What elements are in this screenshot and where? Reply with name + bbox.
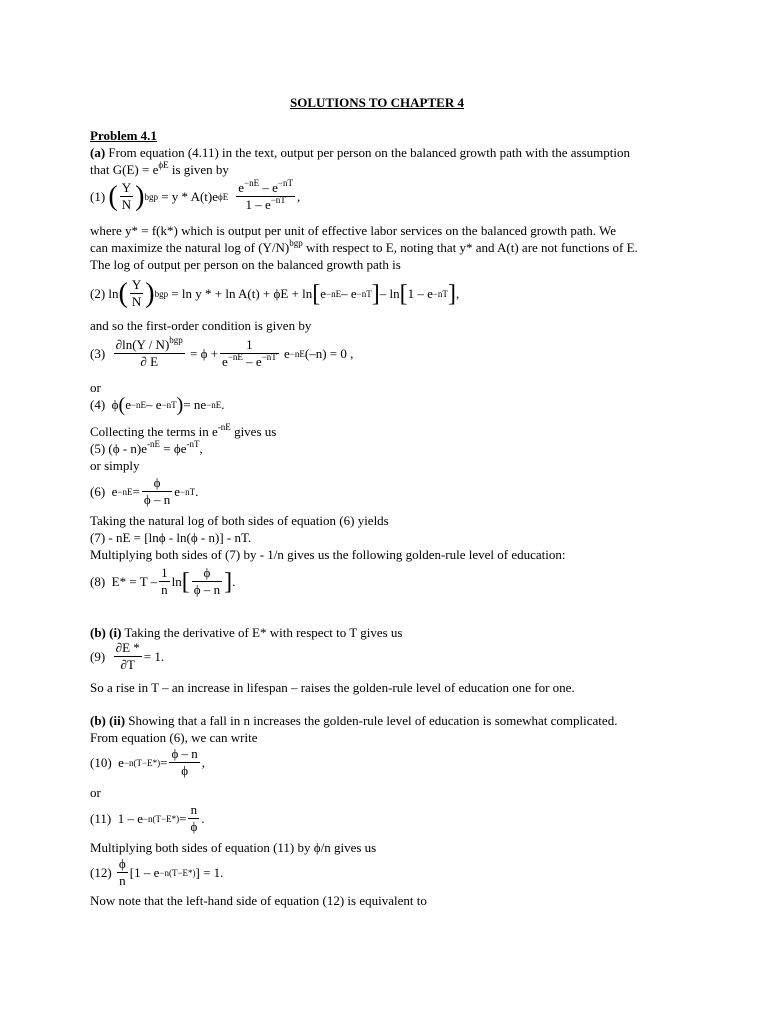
numerator: 1: [220, 337, 279, 354]
numerator: ϕ: [192, 565, 222, 582]
term: ,: [201, 754, 206, 770]
term: ln: [171, 573, 182, 589]
superscript: -nE: [147, 439, 161, 449]
equation-10: (10) e −n(T−E*) = $\frac{\phi - n}{\phi}$ ,: [90, 746, 206, 778]
equation-3: (3) $\frac{\partial\ln(Y / N)^{bgp}}{\partial E}$ = ϕ + $\frac{1}{e^{-nE} - e^{-nT}}$ e −nE (–n) = 0 ,: [90, 335, 354, 369]
term: E* = T –: [111, 573, 158, 589]
equation-text: = y * A(t)e: [161, 188, 219, 204]
paragraph-text: gives us: [230, 424, 277, 439]
paragraph: From equation (6), we can write: [90, 730, 258, 745]
part-label: (b) (i): [90, 625, 122, 640]
superscript: ϕE: [158, 160, 169, 170]
equation-text: ,: [296, 188, 301, 204]
equation-6: (6) e −nE = $\frac{\phi}{\phi - n}$ e −nT .: [90, 475, 199, 507]
equation-8: (8) E* = T – $\frac{1}{n}$ ln [ $\frac{\phi}{\phi - n}$ ] .: [90, 565, 236, 597]
fraction: [188, 802, 199, 835]
term: ∂ln(Y / N): [115, 337, 170, 352]
term: .: [201, 810, 205, 826]
denominator: ϕ: [190, 819, 198, 834]
paragraph-text: Showing that a fall in n increases the golden-rule level of education is somewhat complicated.: [125, 713, 618, 728]
equation-1: (1) ( $\frac{Y}{N}$ ) bgp = y * A(t)e ϕE $\frac{e^{-nE} - e^{-nT}}{1 - e^{-nT}}$ ,: [90, 178, 301, 212]
denominator: ϕ – n: [143, 492, 171, 507]
equation-11: (11) 1 – e −n(T−E*) = $\frac{n}{\phi}$ .: [90, 802, 205, 834]
superscript: bgp: [169, 335, 183, 345]
numerator: 1: [161, 565, 168, 580]
equation-2: (2) ln ( $\frac{Y}{N}$ ) bgp = ln y * + ln A(t) + ϕE + ln [ e −nE – e −nT ] – ln [ 1 – e −nT ] ,: [90, 277, 460, 309]
fraction: [236, 180, 295, 213]
part-label: (a): [90, 145, 106, 160]
equation-text: e: [284, 345, 290, 361]
paragraph: Multiplying both sides of (7) by - 1/n gives us the following golden-rule level of education:: [90, 547, 566, 562]
equation-text: = ϕ +: [190, 345, 219, 361]
paragraph-text: From equation (4.11) in the text, output per person on the balanced growth path with the assumption: [108, 145, 631, 160]
paragraph-text: that G(E) = e: [90, 162, 159, 177]
equation-number: (8): [90, 573, 106, 589]
term: =: [179, 810, 187, 826]
denominator: ϕ – n: [193, 582, 221, 597]
equation-text: ,: [455, 285, 460, 301]
equation-number: (10): [90, 754, 112, 770]
denominator: [236, 197, 295, 213]
paragraph: Taking the natural log of both sides of equation (6) yields: [90, 513, 389, 528]
paragraph: [90, 713, 617, 728]
equation-number: (6): [90, 483, 106, 499]
term: 1 – e: [117, 810, 143, 826]
term: .: [232, 573, 236, 589]
paragraph: Now note that the left-hand side of equation (12) is equivalent to: [90, 893, 427, 908]
paragraph: where y* = f(k*) which is output per unit of effective labor services on the balanced growth path. We: [90, 223, 616, 238]
equation-text: (5) (ϕ - n)e: [90, 441, 148, 456]
paragraph-text: with respect to E, noting that y* and A(t) are not functions of E.: [302, 240, 638, 255]
fraction: [117, 856, 128, 889]
numerator: [236, 180, 295, 197]
denominator: ∂ E: [140, 354, 159, 369]
equation-9: [90, 640, 164, 673]
paragraph: The log of output per person on the balanced growth path is: [90, 257, 401, 272]
term: e: [222, 354, 228, 369]
term: e: [320, 285, 327, 301]
fraction: [142, 475, 172, 508]
denominator: N: [131, 294, 142, 309]
numerator: n: [188, 802, 199, 819]
superscript: -nT: [186, 439, 200, 449]
term: [1 – e: [129, 864, 160, 880]
denominator: ∂T: [120, 657, 135, 672]
fraction: [169, 746, 199, 779]
superscript: −nT: [270, 195, 286, 205]
part-label: (b) (ii): [90, 713, 126, 728]
fraction: [130, 277, 143, 310]
equation-text: (–n) = 0 ,: [304, 345, 354, 361]
numerator: Y: [121, 180, 132, 195]
term: 1 – e: [407, 285, 433, 301]
equation-4: (4) ϕ ( e −nE – e −nT ) = ne −nE .: [90, 394, 225, 416]
numerator: [114, 337, 185, 354]
fraction: [114, 640, 142, 673]
numerator: ϕ – n: [171, 746, 198, 761]
paragraph-text: can maximize the natural log of (Y/N): [90, 240, 290, 255]
equation-text: ln: [108, 285, 119, 301]
term: – e: [259, 180, 278, 195]
page-title: SOLUTIONS TO CHAPTER 4: [290, 95, 464, 110]
term: – e: [242, 354, 262, 369]
superscript: −nT: [277, 178, 293, 188]
equation-text: ,: [199, 441, 203, 456]
term: = ne: [183, 397, 207, 412]
paragraph-text: is given by: [168, 162, 229, 177]
superscript: −nT: [261, 352, 277, 362]
term: ϕ: [111, 397, 119, 412]
paragraph: [90, 162, 229, 177]
equation-number: (3): [90, 345, 106, 361]
superscript: −nE: [244, 178, 260, 188]
term: ] = 1.: [195, 864, 224, 880]
term: e: [238, 180, 245, 195]
superscript: bgp: [289, 238, 303, 248]
term: e: [118, 754, 124, 770]
denominator: ϕ: [181, 763, 189, 778]
equation-number: (12): [90, 864, 112, 880]
term: .: [195, 483, 199, 499]
equation-number: (11): [90, 810, 112, 826]
equation-12: (12) $\frac{\phi}{n}$ [1 – e −n(T−E*) ] = 1.: [90, 856, 224, 888]
term: e: [125, 397, 131, 412]
paragraph: or: [90, 380, 101, 395]
equation-7: (7) - nE = [lnϕ - ln(ϕ - n)] - nT.: [90, 530, 252, 545]
paragraph: and so the first-order condition is given by: [90, 318, 312, 333]
paragraph-text: Taking the derivative of E* with respect to T gives us: [121, 625, 403, 640]
paragraph: [90, 625, 402, 640]
paragraph-text: Collecting the terms in e: [90, 424, 218, 439]
equation-number: (1): [90, 188, 106, 204]
paragraph: [90, 145, 630, 160]
paragraph: [90, 240, 638, 255]
denominator: [220, 354, 279, 370]
term: =: [160, 754, 168, 770]
denominator: n: [119, 873, 126, 888]
paragraph: [90, 424, 276, 439]
equation-text: = ϕe: [160, 441, 187, 456]
equation-text: – ln: [379, 285, 400, 301]
fraction: [120, 180, 133, 213]
denominator: n: [161, 582, 168, 597]
term: – e: [146, 397, 162, 412]
term: 1 – e: [245, 197, 271, 212]
paragraph: Multiplying both sides of equation (11) by ϕ/n gives us: [90, 840, 377, 855]
term: e: [111, 483, 118, 499]
problem-heading: Problem 4.1: [90, 128, 157, 143]
denominator: N: [121, 197, 132, 212]
paragraph: So a rise in T – an increase in lifespan – raises the golden-rule level of education one for one.: [90, 680, 575, 695]
numerator: ∂E *: [115, 640, 140, 655]
equation-text: = ln y * + ln A(t) + ϕE + ln: [171, 285, 313, 301]
equation-number: (9): [90, 648, 106, 664]
term: =: [132, 483, 140, 499]
superscript: −nE: [227, 352, 243, 362]
term: .: [221, 397, 225, 412]
equation-5: [90, 441, 203, 456]
fraction: [192, 565, 222, 598]
fraction: [114, 337, 185, 370]
numerator: Y: [131, 277, 142, 292]
equation-number: (2): [90, 285, 106, 301]
fraction: [220, 337, 279, 370]
term: = 1.: [143, 648, 165, 664]
equation-number: (4): [90, 397, 106, 412]
term: e: [174, 483, 180, 499]
paragraph: or: [90, 785, 101, 800]
fraction: [159, 565, 170, 598]
superscript: -nE: [217, 422, 231, 432]
term: – e: [341, 285, 357, 301]
numerator: ϕ: [118, 856, 126, 871]
paragraph: or simply: [90, 458, 140, 473]
numerator: ϕ: [142, 475, 172, 492]
